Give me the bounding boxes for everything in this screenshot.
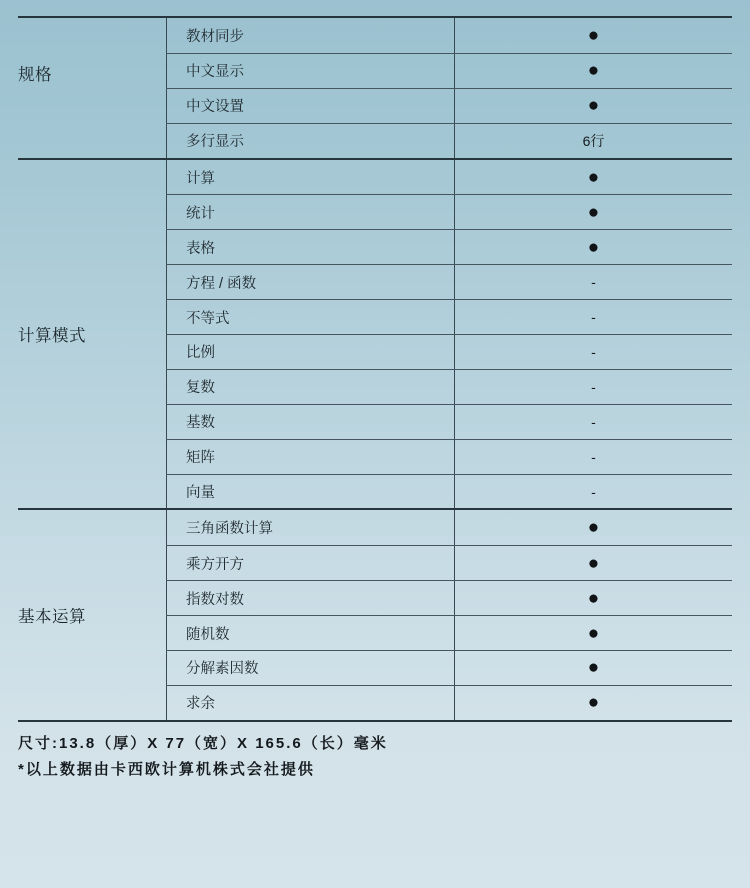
feature-label: 比例	[166, 335, 454, 369]
table-row	[166, 369, 732, 404]
feature-value: ●	[454, 195, 732, 229]
table-row	[166, 650, 732, 685]
category-cell	[18, 510, 166, 719]
footer-notes	[18, 731, 732, 783]
feature-value: ●	[454, 230, 732, 264]
feature-value: -	[454, 405, 732, 439]
feature-label: 基数	[166, 405, 454, 439]
feature-value: ●	[454, 686, 732, 720]
feature-value: ●	[454, 54, 732, 88]
section-basic-operations	[18, 510, 732, 719]
feature-value: ●	[454, 510, 732, 545]
feature-label: 不等式	[166, 300, 454, 334]
feature-label: 中文显示	[166, 54, 454, 88]
table-row	[166, 580, 732, 615]
feature-value: ●	[454, 160, 732, 195]
feature-label: 三角函数计算	[166, 510, 454, 545]
section-rows	[166, 160, 732, 509]
table-row	[166, 545, 732, 580]
feature-value: 6行	[454, 124, 732, 158]
feature-value: -	[454, 475, 732, 509]
table-row	[166, 404, 732, 439]
table-row	[166, 439, 732, 474]
table-row	[166, 18, 732, 53]
feature-label: 计算	[166, 160, 454, 195]
section-rows	[166, 510, 732, 719]
feature-value: ●	[454, 546, 732, 580]
feature-label: 教材同步	[166, 18, 454, 53]
feature-label: 方程 / 函数	[166, 265, 454, 299]
table-row	[166, 615, 732, 650]
specification-table	[18, 16, 732, 722]
feature-label: 统计	[166, 195, 454, 229]
table-row	[166, 88, 732, 123]
table-row	[166, 229, 732, 264]
category-label: 基本运算	[18, 608, 86, 627]
section-specs	[18, 18, 732, 160]
section-rows	[166, 18, 732, 158]
feature-value: ●	[454, 616, 732, 650]
feature-value: ●	[454, 651, 732, 685]
feature-value: ●	[454, 581, 732, 615]
disclaimer-text: *以上数据由卡西欧计算机株式会社提供	[18, 761, 315, 778]
table-row	[166, 123, 732, 158]
feature-label: 矩阵	[166, 440, 454, 474]
category-label: 计算模式	[18, 327, 86, 346]
table-row	[166, 194, 732, 229]
table-row	[166, 264, 732, 299]
table-row	[166, 510, 732, 545]
dimensions-text: 尺寸:13.8（厚）X 77（宽）X 165.6（长）毫米	[18, 735, 388, 752]
table-row	[166, 474, 732, 509]
category-cell	[18, 160, 166, 509]
feature-value: -	[454, 265, 732, 299]
feature-label: 向量	[166, 475, 454, 509]
feature-value: -	[454, 335, 732, 369]
table-row	[166, 53, 732, 88]
feature-value: -	[454, 300, 732, 334]
feature-label: 复数	[166, 370, 454, 404]
feature-label: 分解素因数	[166, 651, 454, 685]
table-row	[166, 160, 732, 195]
category-label: 规格	[18, 65, 52, 84]
category-cell	[18, 18, 166, 158]
feature-value: -	[454, 370, 732, 404]
feature-label: 随机数	[166, 616, 454, 650]
feature-label: 指数对数	[166, 581, 454, 615]
table-row	[166, 334, 732, 369]
feature-label: 多行显示	[166, 124, 454, 158]
feature-value: ●	[454, 89, 732, 123]
feature-label: 乘方开方	[166, 546, 454, 580]
table-row	[166, 685, 732, 720]
feature-value: -	[454, 440, 732, 474]
table-row	[166, 299, 732, 334]
feature-label: 求余	[166, 686, 454, 720]
feature-label: 中文设置	[166, 89, 454, 123]
feature-label: 表格	[166, 230, 454, 264]
section-calc-modes	[18, 160, 732, 511]
feature-value: ●	[454, 18, 732, 53]
